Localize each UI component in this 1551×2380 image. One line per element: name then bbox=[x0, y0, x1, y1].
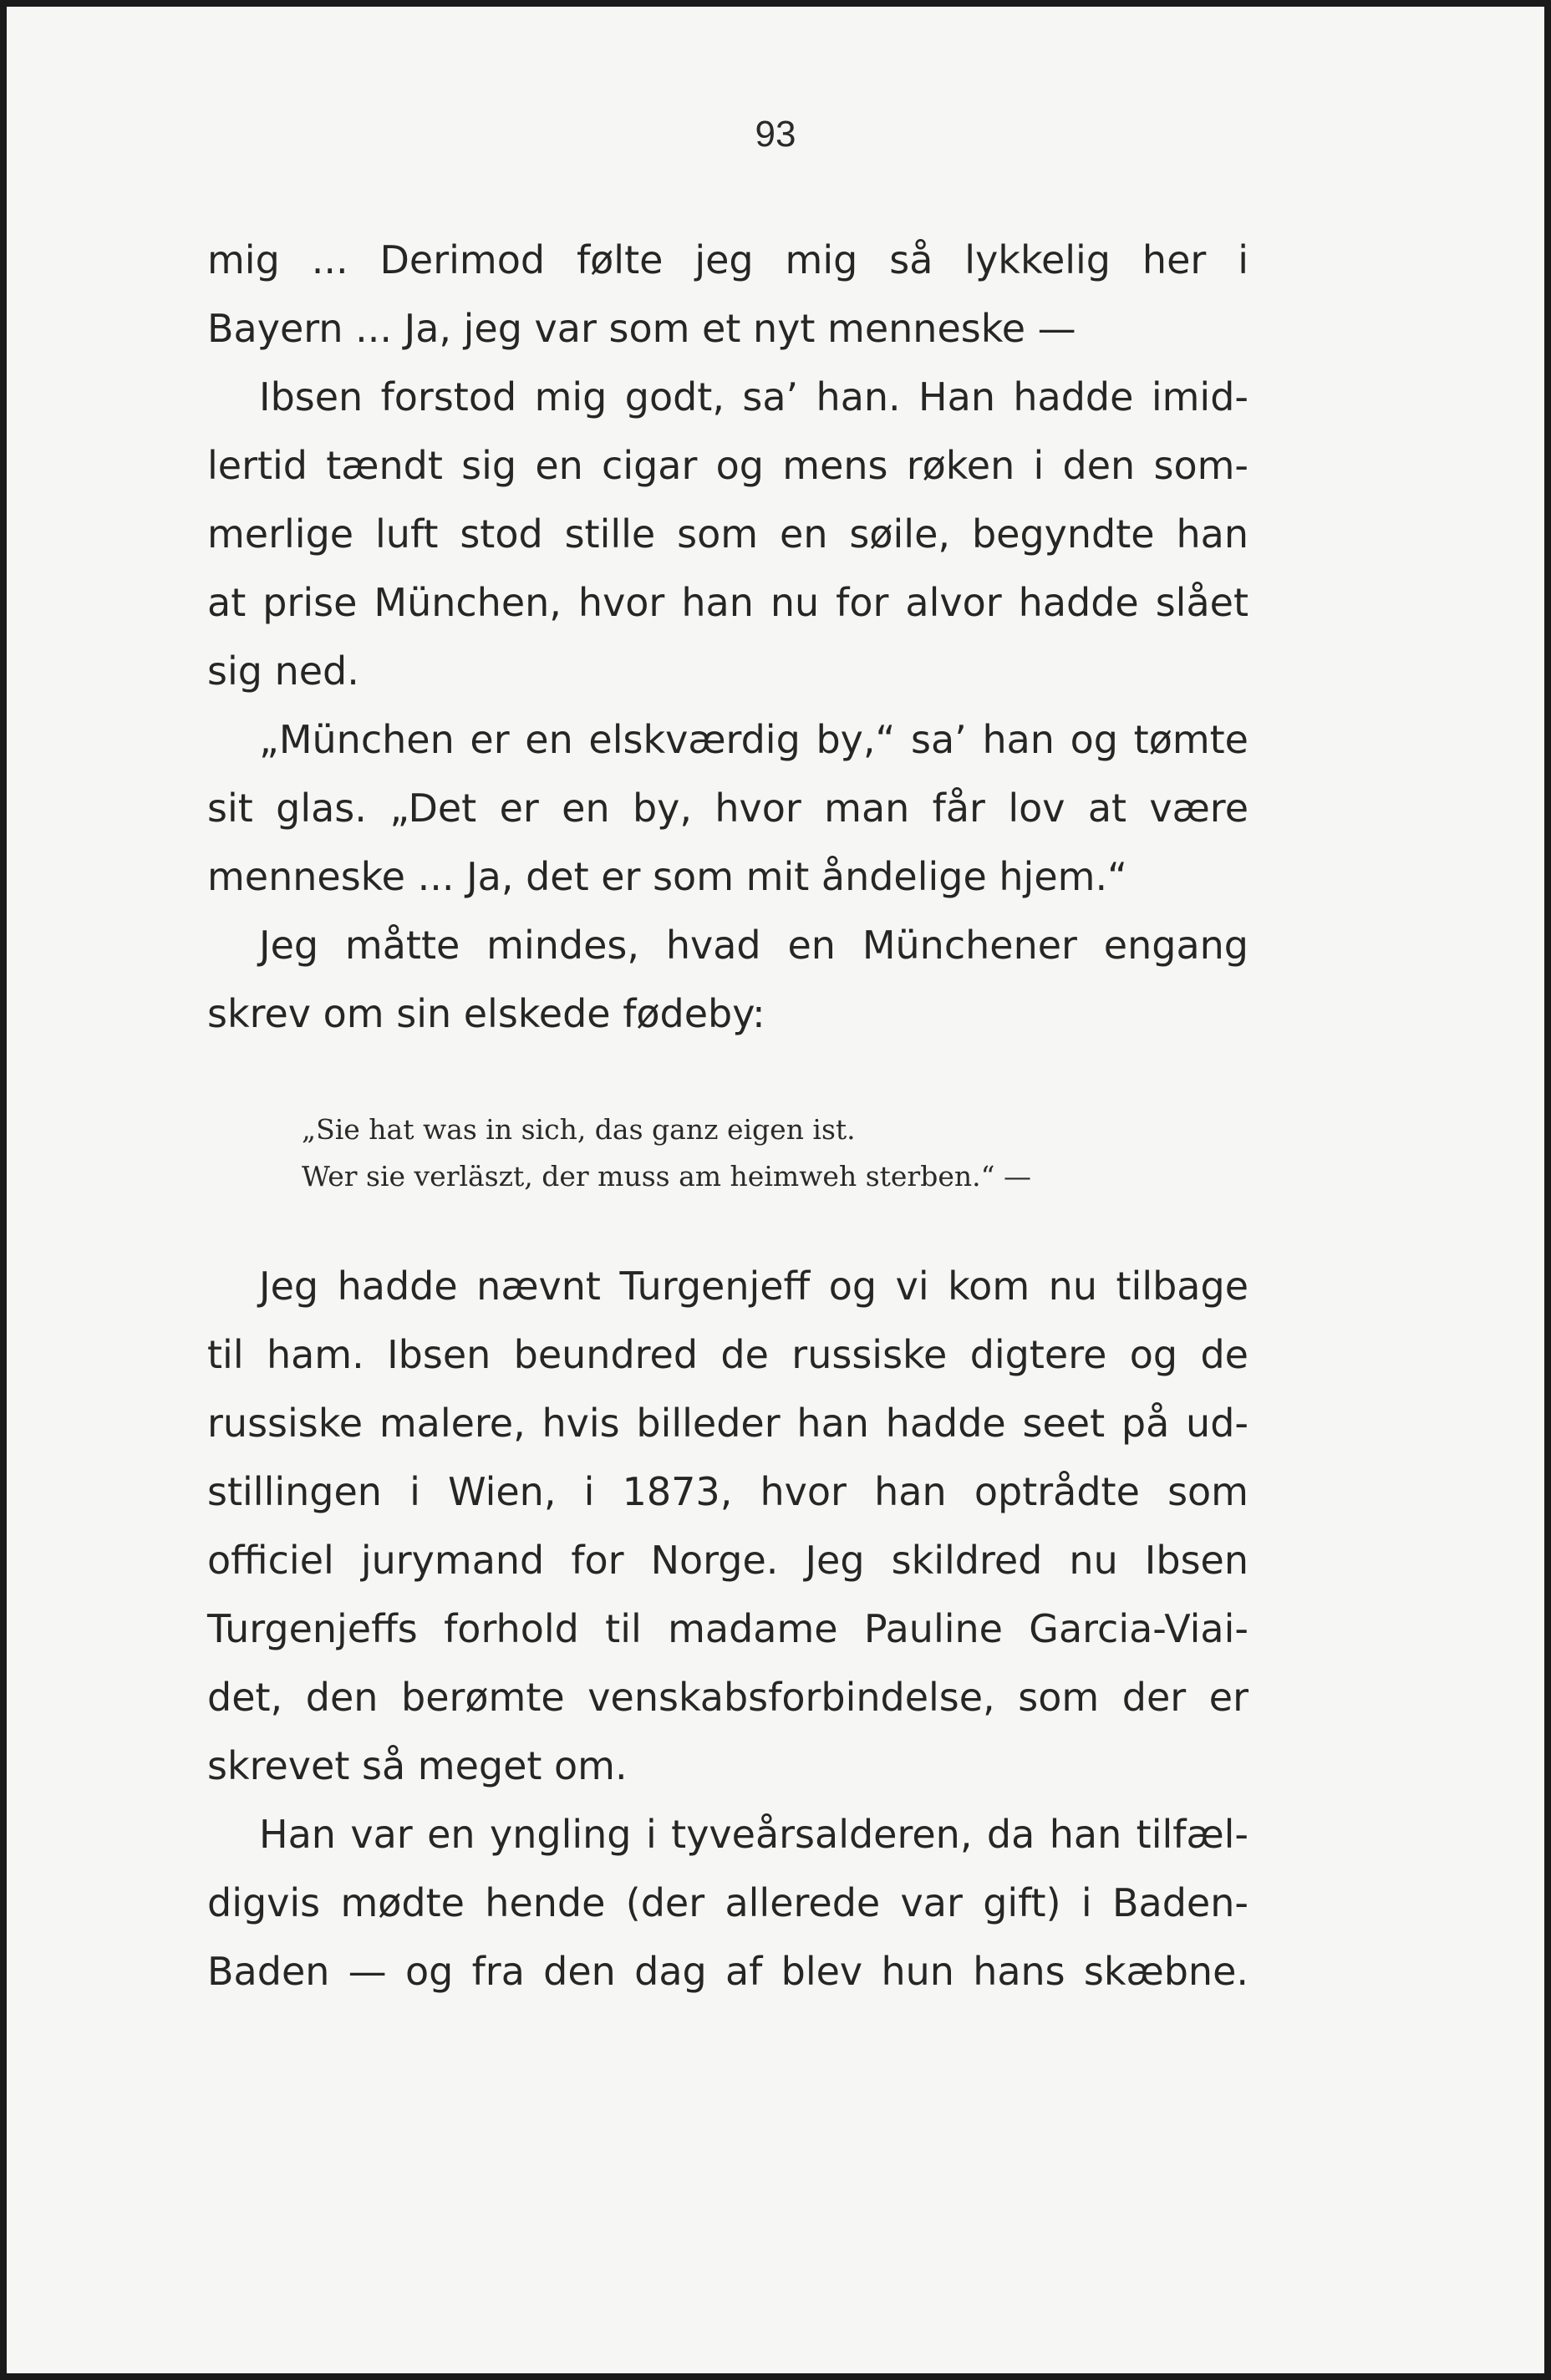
upper-text-block bbox=[207, 226, 1248, 1048]
text-line: Turgenjeffs forhold til madame Pauline Garcia-Viai- bbox=[207, 1606, 1248, 1651]
text-line: menneske ... Ja, det er som mit åndelige hjem.“ bbox=[207, 854, 1127, 899]
text-line: lertid tændt sig en cigar og mens røken i den som- bbox=[207, 443, 1248, 488]
text-line: sig ned. bbox=[207, 648, 359, 694]
text-line: Ibsen forstod mig godt, sa’ han. Han hadde imid- bbox=[259, 374, 1248, 420]
text-line: officiel jurymand for Norge. Jeg skildred nu Ibsen bbox=[207, 1538, 1248, 1583]
text-line: mig ... Derimod følte jeg mig så lykkelig her i bbox=[207, 237, 1248, 282]
text-line: merlige luft stod stille som en søile, begyndte han bbox=[207, 511, 1248, 557]
book-page bbox=[7, 7, 1544, 2373]
text-line: Jeg måtte mindes, hvad en Münchener engang bbox=[259, 923, 1248, 968]
page-number: 93 bbox=[755, 114, 796, 155]
text-line: digvis mødte hende (der allerede var gift) i Baden- bbox=[207, 1880, 1248, 1925]
text-line: „München er en elskværdig by,“ sa’ han og tømte bbox=[259, 717, 1248, 762]
text-line: sit glas. „Det er en by, hvor man får lov at være bbox=[207, 786, 1248, 831]
text-line: russiske malere, hvis billeder han hadde seet på ud- bbox=[207, 1401, 1248, 1446]
quote-line-2: Wer sie verläszt, der muss am heimweh sterben.“ — bbox=[302, 1160, 1031, 1193]
quote-line-1: „Sie hat was in sich, das ganz eigen ist. bbox=[302, 1113, 856, 1146]
text-line: det, den berømte venskabsforbindelse, som der er bbox=[207, 1675, 1248, 1720]
text-line: at prise München, hvor han nu for alvor hadde slået bbox=[207, 580, 1248, 625]
text-line: til ham. Ibsen beundred de russiske digtere og de bbox=[207, 1332, 1248, 1377]
text-line: skrev om sin elskede fødeby: bbox=[207, 991, 765, 1036]
text-line: Baden — og fra den dag af blev hun hans skæbne. bbox=[207, 1949, 1248, 1994]
text-line: Bayern ... Ja, jeg var som et nyt menneske — bbox=[207, 306, 1076, 351]
text-line: Han var en yngling i tyveårsalderen, da han tilfæl- bbox=[259, 1812, 1248, 1857]
lower-text-block bbox=[207, 1252, 1248, 2006]
text-line: stillingen i Wien, i 1873, hvor han optrådte som bbox=[207, 1469, 1248, 1514]
text-line: Jeg hadde nævnt Turgenjeff og vi kom nu tilbage bbox=[259, 1264, 1248, 1309]
text-line: skrevet så meget om. bbox=[207, 1743, 628, 1788]
